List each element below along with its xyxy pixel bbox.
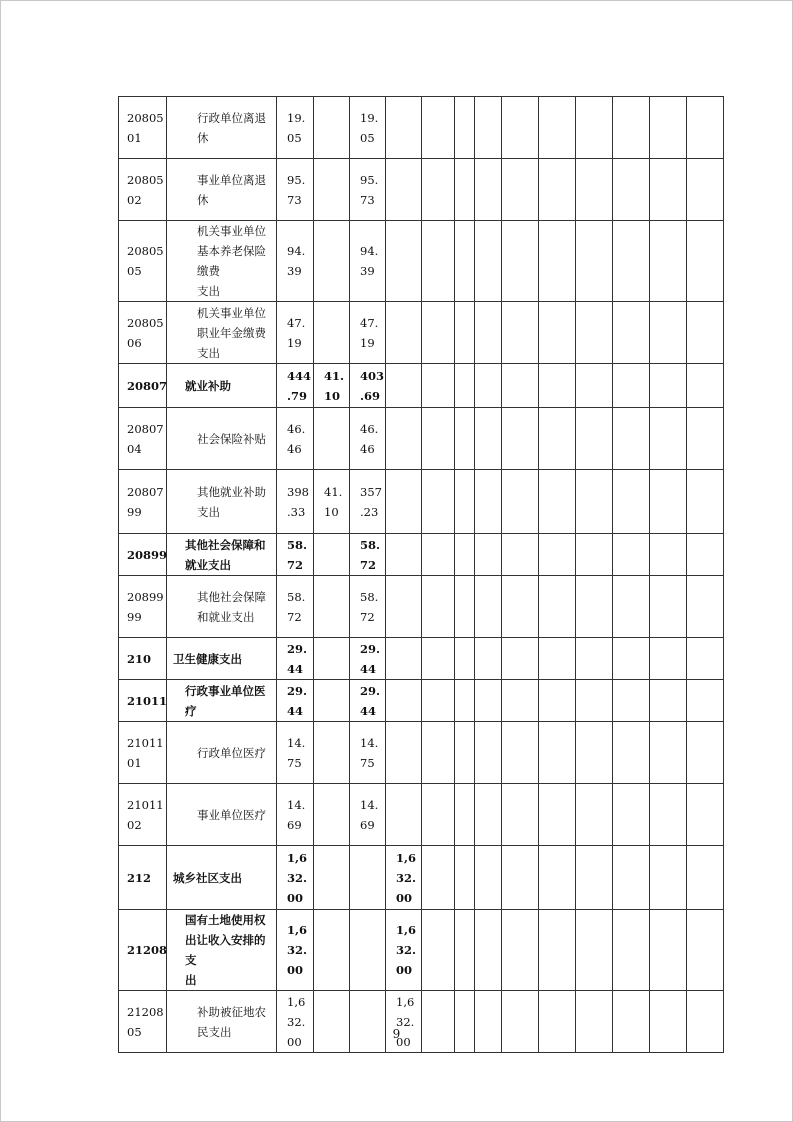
empty-cell xyxy=(539,784,576,846)
empty-cell xyxy=(576,576,613,638)
empty-cell xyxy=(422,991,455,1053)
empty-cell xyxy=(650,638,687,680)
total-cell: 58. 72 xyxy=(277,534,314,576)
empty-cell xyxy=(650,991,687,1053)
name-cell: 机关事业单位 职业年金缴费支出 xyxy=(167,302,277,364)
empty-cell xyxy=(539,364,576,408)
table-row xyxy=(119,991,724,1053)
empty-cell xyxy=(422,470,455,534)
empty-cell xyxy=(650,470,687,534)
empty-cell xyxy=(539,722,576,784)
empty-cell xyxy=(650,364,687,408)
empty-cell xyxy=(613,364,650,408)
empty-cell xyxy=(650,722,687,784)
empty-cell xyxy=(455,991,475,1053)
empty-cell xyxy=(422,534,455,576)
empty-cell xyxy=(576,97,613,159)
empty-cell xyxy=(539,846,576,910)
empty-cell xyxy=(576,221,613,302)
total-cell: 58. 72 xyxy=(277,576,314,638)
value-cell xyxy=(386,470,422,534)
empty-cell xyxy=(613,470,650,534)
value-cell xyxy=(314,680,350,722)
value-cell xyxy=(314,784,350,846)
empty-cell xyxy=(455,408,475,470)
empty-cell xyxy=(475,680,502,722)
empty-cell xyxy=(502,722,539,784)
name-cell: 机关事业单位 基本养老保险缴费 支出 xyxy=(167,221,277,302)
empty-cell xyxy=(576,722,613,784)
value-cell xyxy=(314,534,350,576)
value-cell xyxy=(314,97,350,159)
value-cell xyxy=(386,302,422,364)
value-cell: 94. 39 xyxy=(350,221,386,302)
value-cell xyxy=(314,221,350,302)
empty-cell xyxy=(576,638,613,680)
empty-cell xyxy=(687,576,724,638)
empty-cell xyxy=(475,302,502,364)
value-cell: 403 .69 xyxy=(350,364,386,408)
table-row xyxy=(119,364,724,408)
table-row xyxy=(119,408,724,470)
code-cell: 21208 xyxy=(119,910,167,991)
code-cell: 20807 04 xyxy=(119,408,167,470)
name-cell: 事业单位医疗 xyxy=(167,784,277,846)
value-cell: 58. 72 xyxy=(350,576,386,638)
empty-cell xyxy=(576,408,613,470)
empty-cell xyxy=(650,846,687,910)
total-cell: 1,6 32. 00 xyxy=(277,910,314,991)
empty-cell xyxy=(422,302,455,364)
empty-cell xyxy=(650,302,687,364)
empty-cell xyxy=(576,159,613,221)
value-cell xyxy=(386,159,422,221)
empty-cell xyxy=(687,221,724,302)
code-cell: 212 xyxy=(119,846,167,910)
empty-cell xyxy=(613,991,650,1053)
total-cell: 95. 73 xyxy=(277,159,314,221)
empty-cell xyxy=(687,302,724,364)
empty-cell xyxy=(455,97,475,159)
empty-cell xyxy=(613,680,650,722)
value-cell xyxy=(386,576,422,638)
total-cell: 398 .33 xyxy=(277,470,314,534)
code-cell: 20899 xyxy=(119,534,167,576)
empty-cell xyxy=(687,97,724,159)
value-cell: 95. 73 xyxy=(350,159,386,221)
name-cell: 国有土地使用权 出让收入安排的支 出 xyxy=(167,910,277,991)
empty-cell xyxy=(502,576,539,638)
value-cell xyxy=(314,910,350,991)
value-cell: 41. 10 xyxy=(314,470,350,534)
value-cell xyxy=(314,159,350,221)
empty-cell xyxy=(455,159,475,221)
empty-cell xyxy=(613,846,650,910)
empty-cell xyxy=(502,638,539,680)
table-row xyxy=(119,846,724,910)
name-cell: 行政单位医疗 xyxy=(167,722,277,784)
empty-cell xyxy=(475,159,502,221)
empty-cell xyxy=(422,97,455,159)
empty-cell xyxy=(539,534,576,576)
empty-cell xyxy=(455,722,475,784)
empty-cell xyxy=(475,221,502,302)
empty-cell xyxy=(576,991,613,1053)
empty-cell xyxy=(650,576,687,638)
value-cell: 19. 05 xyxy=(350,97,386,159)
value-cell xyxy=(350,910,386,991)
total-cell: 1,6 32. 00 xyxy=(277,991,314,1053)
name-cell: 就业补助 xyxy=(167,364,277,408)
empty-cell xyxy=(539,221,576,302)
value-cell xyxy=(386,221,422,302)
table-row xyxy=(119,221,724,302)
table-body xyxy=(119,97,724,1053)
value-cell xyxy=(386,784,422,846)
empty-cell xyxy=(502,221,539,302)
empty-cell xyxy=(475,722,502,784)
value-cell xyxy=(386,364,422,408)
empty-cell xyxy=(455,638,475,680)
name-cell: 卫生健康支出 xyxy=(167,638,277,680)
empty-cell xyxy=(475,638,502,680)
empty-cell xyxy=(650,221,687,302)
empty-cell xyxy=(475,991,502,1053)
code-cell: 21011 01 xyxy=(119,722,167,784)
code-cell: 20805 06 xyxy=(119,302,167,364)
empty-cell xyxy=(650,534,687,576)
value-cell xyxy=(314,638,350,680)
empty-cell xyxy=(502,680,539,722)
empty-cell xyxy=(687,534,724,576)
empty-cell xyxy=(613,722,650,784)
value-cell: 14. 75 xyxy=(350,722,386,784)
code-cell: 210 xyxy=(119,638,167,680)
value-cell xyxy=(386,97,422,159)
empty-cell xyxy=(475,408,502,470)
value-cell: 29. 44 xyxy=(350,680,386,722)
code-cell: 20807 xyxy=(119,364,167,408)
total-cell: 46. 46 xyxy=(277,408,314,470)
code-cell: 20805 01 xyxy=(119,97,167,159)
empty-cell xyxy=(650,784,687,846)
name-cell: 其他社会保障和 就业支出 xyxy=(167,534,277,576)
empty-cell xyxy=(613,302,650,364)
empty-cell xyxy=(576,680,613,722)
name-cell: 补助被征地农 民支出 xyxy=(167,991,277,1053)
empty-cell xyxy=(422,910,455,991)
value-cell xyxy=(386,534,422,576)
name-cell: 社会保险补贴 xyxy=(167,408,277,470)
empty-cell xyxy=(576,534,613,576)
empty-cell xyxy=(613,910,650,991)
total-cell: 47. 19 xyxy=(277,302,314,364)
total-cell: 19. 05 xyxy=(277,97,314,159)
page-number: 9 xyxy=(392,1027,401,1041)
empty-cell xyxy=(650,408,687,470)
empty-cell xyxy=(475,364,502,408)
table-row xyxy=(119,302,724,364)
value-cell: 41. 10 xyxy=(314,364,350,408)
value-cell xyxy=(314,991,350,1053)
empty-cell xyxy=(576,302,613,364)
value-cell xyxy=(386,638,422,680)
empty-cell xyxy=(576,784,613,846)
empty-cell xyxy=(455,470,475,534)
name-cell: 城乡社区支出 xyxy=(167,846,277,910)
empty-cell xyxy=(687,638,724,680)
empty-cell xyxy=(687,408,724,470)
value-cell: 14. 69 xyxy=(350,784,386,846)
empty-cell xyxy=(613,576,650,638)
empty-cell xyxy=(455,680,475,722)
empty-cell xyxy=(539,576,576,638)
name-cell: 事业单位离退 休 xyxy=(167,159,277,221)
empty-cell xyxy=(539,910,576,991)
code-cell: 20805 02 xyxy=(119,159,167,221)
empty-cell xyxy=(687,470,724,534)
value-cell xyxy=(386,722,422,784)
empty-cell xyxy=(455,534,475,576)
empty-cell xyxy=(502,302,539,364)
value-cell: 29. 44 xyxy=(350,638,386,680)
empty-cell xyxy=(539,97,576,159)
code-cell: 21011 02 xyxy=(119,784,167,846)
empty-cell xyxy=(475,784,502,846)
empty-cell xyxy=(539,302,576,364)
empty-cell xyxy=(613,97,650,159)
value-cell: 1,6 32. 00 xyxy=(386,910,422,991)
empty-cell xyxy=(422,846,455,910)
empty-cell xyxy=(502,159,539,221)
total-cell: 14. 69 xyxy=(277,784,314,846)
total-cell: 444 .79 xyxy=(277,364,314,408)
value-cell xyxy=(314,576,350,638)
empty-cell xyxy=(539,470,576,534)
empty-cell xyxy=(539,680,576,722)
empty-cell xyxy=(576,846,613,910)
code-cell: 20807 99 xyxy=(119,470,167,534)
empty-cell xyxy=(502,991,539,1053)
empty-cell xyxy=(422,722,455,784)
empty-cell xyxy=(455,221,475,302)
empty-cell xyxy=(455,784,475,846)
value-cell xyxy=(314,408,350,470)
empty-cell xyxy=(613,534,650,576)
table-row xyxy=(119,470,724,534)
empty-cell xyxy=(455,364,475,408)
total-cell: 29. 44 xyxy=(277,638,314,680)
total-cell: 94. 39 xyxy=(277,221,314,302)
empty-cell xyxy=(422,408,455,470)
budget-table xyxy=(118,96,724,1053)
total-cell: 1,6 32. 00 xyxy=(277,846,314,910)
empty-cell xyxy=(422,159,455,221)
empty-cell xyxy=(650,159,687,221)
empty-cell xyxy=(687,991,724,1053)
empty-cell xyxy=(475,97,502,159)
value-cell xyxy=(314,722,350,784)
total-cell: 29. 44 xyxy=(277,680,314,722)
empty-cell xyxy=(650,97,687,159)
value-cell xyxy=(350,846,386,910)
empty-cell xyxy=(455,910,475,991)
empty-cell xyxy=(502,364,539,408)
name-cell: 其他就业补助 支出 xyxy=(167,470,277,534)
empty-cell xyxy=(613,784,650,846)
empty-cell xyxy=(422,364,455,408)
empty-cell xyxy=(539,408,576,470)
empty-cell xyxy=(539,991,576,1053)
empty-cell xyxy=(502,408,539,470)
total-cell: 14. 75 xyxy=(277,722,314,784)
empty-cell xyxy=(613,408,650,470)
empty-cell xyxy=(422,576,455,638)
value-cell xyxy=(314,302,350,364)
code-cell: 21011 xyxy=(119,680,167,722)
table-row xyxy=(119,638,724,680)
value-cell xyxy=(386,408,422,470)
name-cell: 行政事业单位医 疗 xyxy=(167,680,277,722)
empty-cell xyxy=(475,846,502,910)
empty-cell xyxy=(502,97,539,159)
empty-cell xyxy=(502,784,539,846)
name-cell: 其他社会保障 和就业支出 xyxy=(167,576,277,638)
table-row xyxy=(119,576,724,638)
empty-cell xyxy=(687,159,724,221)
empty-cell xyxy=(650,680,687,722)
value-cell: 46. 46 xyxy=(350,408,386,470)
empty-cell xyxy=(576,364,613,408)
empty-cell xyxy=(422,680,455,722)
empty-cell xyxy=(475,576,502,638)
empty-cell xyxy=(539,159,576,221)
empty-cell xyxy=(687,910,724,991)
name-cell: 行政单位离退 休 xyxy=(167,97,277,159)
table-row xyxy=(119,534,724,576)
empty-cell xyxy=(539,638,576,680)
empty-cell xyxy=(502,470,539,534)
value-cell: 357 .23 xyxy=(350,470,386,534)
empty-cell xyxy=(422,221,455,302)
empty-cell xyxy=(650,910,687,991)
empty-cell xyxy=(502,534,539,576)
table-row xyxy=(119,97,724,159)
empty-cell xyxy=(422,638,455,680)
value-cell: 1,6 32. 00 xyxy=(386,846,422,910)
table-row xyxy=(119,159,724,221)
table-row xyxy=(119,680,724,722)
empty-cell xyxy=(475,470,502,534)
empty-cell xyxy=(475,534,502,576)
empty-cell xyxy=(613,221,650,302)
value-cell xyxy=(314,846,350,910)
empty-cell xyxy=(687,364,724,408)
code-cell: 21208 05 xyxy=(119,991,167,1053)
value-cell: 1,6 32. 00 xyxy=(386,991,422,1053)
value-cell: 58. 72 xyxy=(350,534,386,576)
empty-cell xyxy=(687,722,724,784)
empty-cell xyxy=(613,159,650,221)
empty-cell xyxy=(576,910,613,991)
empty-cell xyxy=(422,784,455,846)
empty-cell xyxy=(455,576,475,638)
empty-cell xyxy=(455,302,475,364)
empty-cell xyxy=(613,638,650,680)
empty-cell xyxy=(502,910,539,991)
empty-cell xyxy=(475,910,502,991)
empty-cell xyxy=(455,846,475,910)
empty-cell xyxy=(687,846,724,910)
empty-cell xyxy=(576,470,613,534)
table-row xyxy=(119,784,724,846)
value-cell xyxy=(386,680,422,722)
code-cell: 20899 99 xyxy=(119,576,167,638)
code-cell: 20805 05 xyxy=(119,221,167,302)
empty-cell xyxy=(687,784,724,846)
value-cell: 47. 19 xyxy=(350,302,386,364)
empty-cell xyxy=(687,680,724,722)
value-cell xyxy=(350,991,386,1053)
empty-cell xyxy=(502,846,539,910)
table-row xyxy=(119,910,724,991)
table-row xyxy=(119,722,724,784)
